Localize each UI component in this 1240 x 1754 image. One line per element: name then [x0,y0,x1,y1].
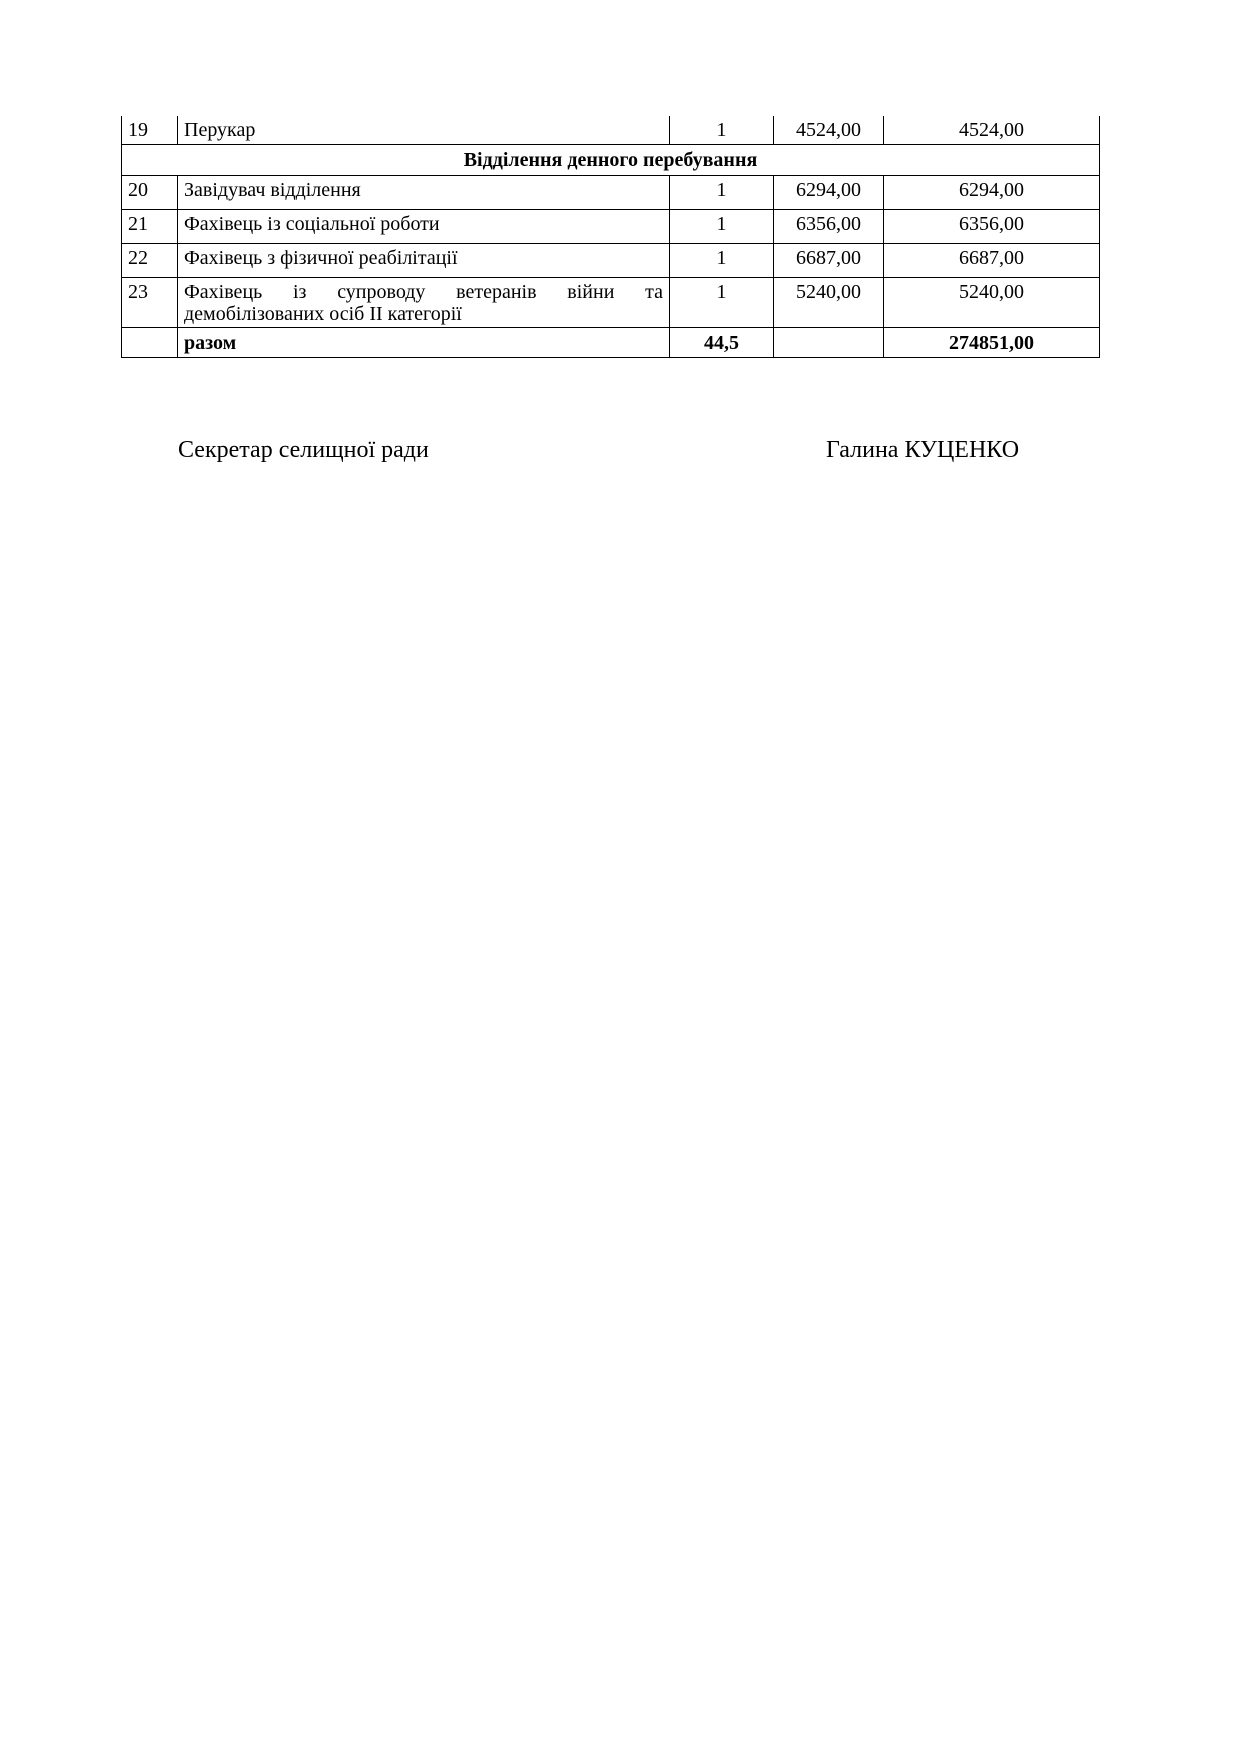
total-salary [774,328,884,358]
staff-count: 1 [670,116,774,145]
position-name: Фахівець з фізичної реабілітації [178,244,670,278]
staff-count: 1 [670,244,774,278]
salary: 4524,00 [774,116,884,145]
table-row [122,278,1100,328]
staff-table [121,116,1100,358]
total-row [122,328,1100,358]
staff-count: 1 [670,176,774,210]
table-row [122,176,1100,210]
signatory-name: Галина КУЦЕНКО [826,437,1020,463]
total-staff-count: 44,5 [670,328,774,358]
salary: 6356,00 [774,210,884,244]
row-number: 22 [122,244,178,278]
row-number: 21 [122,210,178,244]
position-name: Фахівець із супроводу ветеранів війни та демобілізованих осіб ІІ категорії [178,278,670,328]
section-title: Відділення денного перебування [122,145,1100,176]
staff-count: 1 [670,210,774,244]
row-number [122,328,178,358]
position-name: Фахівець із соціальної роботи [178,210,670,244]
signatory-position: Секретар селищної ради [178,437,429,463]
table-row [122,244,1100,278]
salary-fund: 6687,00 [884,244,1100,278]
position-name: Перукар [178,116,670,145]
table-row [122,116,1100,145]
total-salary-fund: 274851,00 [884,328,1100,358]
salary-fund: 6294,00 [884,176,1100,210]
salary-fund: 6356,00 [884,210,1100,244]
row-number: 20 [122,176,178,210]
salary: 6294,00 [774,176,884,210]
section-header-row [122,145,1100,176]
table-row [122,210,1100,244]
staff-count: 1 [670,278,774,328]
row-number: 23 [122,278,178,328]
salary: 6687,00 [774,244,884,278]
salary-fund: 5240,00 [884,278,1100,328]
total-label: разом [178,328,670,358]
salary: 5240,00 [774,278,884,328]
salary-fund: 4524,00 [884,116,1100,145]
row-number: 19 [122,116,178,145]
position-name: Завідувач відділення [178,176,670,210]
